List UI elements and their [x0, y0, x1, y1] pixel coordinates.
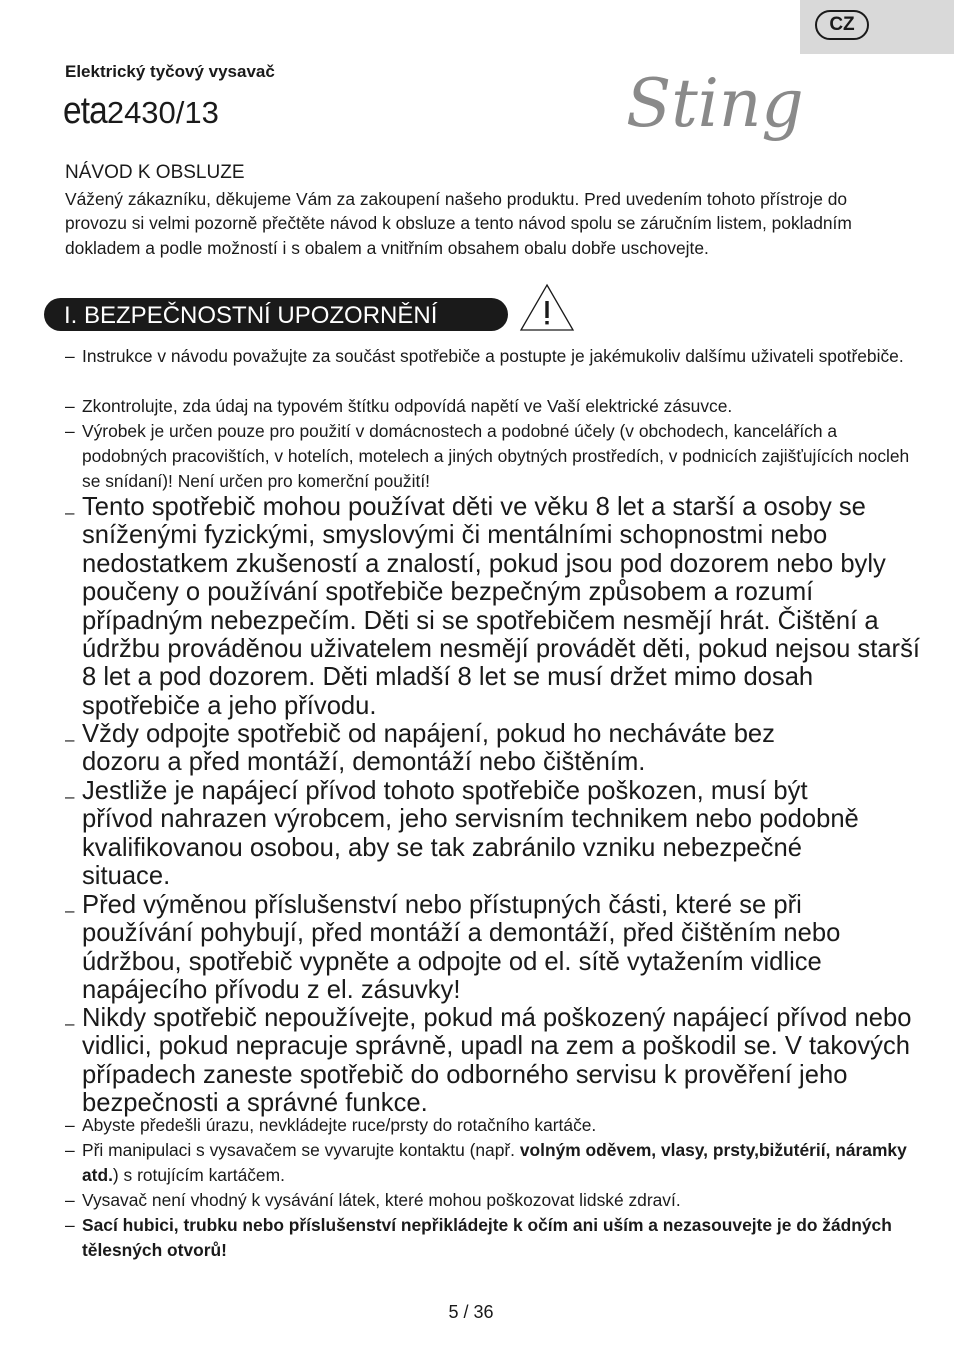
bullet-dash: –: [65, 901, 75, 920]
safety-item-text: Abyste předešli úrazu, nevkládejte ruce/prsty do rotačního kartáče.: [82, 1115, 597, 1135]
brand-name: eta: [63, 90, 107, 132]
language-tab: [800, 0, 954, 54]
bullet-dash: –: [65, 1140, 75, 1160]
language-badge: CZ: [815, 10, 869, 40]
bullet-dash: –: [65, 503, 75, 522]
bullet-dash: –: [65, 1115, 75, 1135]
safety-item-text: Vysavač není vhodný k vysávání látek, které mohou poškozovat lidské zdraví.: [82, 1190, 681, 1210]
bullet-dash: –: [65, 1190, 75, 1210]
safety-item: [65, 1113, 915, 1138]
safety-item: [65, 1004, 935, 1118]
safety-item: [65, 493, 925, 720]
intro-paragraph: Vážený zákazníku, děkujeme Vám za zakoupení našeho produktu. Pred uvedením tohoto přístroje do provozu si velmi pozorně přečtěte návod k obsluze a tento návod spolu se záručním listem, pokladním dokladem a podle možností i s obalem a vnitřním obsahem obalu dobře uschovejte.: [65, 189, 852, 258]
safety-item: [65, 344, 915, 369]
safety-item-text: [82, 1138, 915, 1188]
safety-item-text: Před výměnou příslušenství nebo přístupných části, které se při používání pohybují, před montáží a demontáží, před čištěním nebo údržbou, spotřebič vypněte a odpojte od el. sítě vytažením vidlice napájecího přívodu z el. zásuvky!: [82, 891, 841, 1005]
safety-item-text: Jestliže je napájecí přívod tohoto spotřebiče poškozen, musí být přívod nahrazen výrobcem, jeho servisním technikem nebo podobně kvalifikovanou osobou, aby se tak zabránilo vzniku nebezpečné situace.: [82, 777, 859, 891]
manual-title: NÁVOD K OBSLUZE: [65, 162, 245, 183]
safety-item: [65, 1138, 915, 1188]
safety-item-text: Výrobek je určen pouze pro použití v domácnostech a podobné účely (v obchodech, kancelářích a podobných pracovištích, v hotelích, motelech a jiných obytných prostředích, v podnicích zajišťujících nocleh se snídaní)! Není určen pro komerční použití!: [82, 421, 910, 491]
bullet-dash: –: [65, 1014, 75, 1033]
bullet-dash: –: [65, 396, 75, 416]
bullet-dash: –: [65, 1215, 75, 1235]
text-segment: ) s rotujícím kartáčem.: [112, 1164, 285, 1185]
text-segment: Při manipulaci s vysavačem se vyvarujte kontaktu (např.: [82, 1140, 520, 1160]
section-heading: I. BEZPEČNOSTNÍ UPOZORNĚNÍ: [44, 298, 508, 331]
warning-triangle-icon: [519, 283, 575, 333]
bullet-dash: –: [65, 730, 75, 749]
safety-item: [65, 891, 913, 1005]
sting-logo: [622, 62, 812, 162]
safety-item: [65, 394, 915, 419]
safety-item-text: [82, 1213, 915, 1263]
safety-item-text: Zkontrolujte, zda údaj na typovém štítku odpovídá napětí ve Vaší elektrické zásuvce.: [82, 396, 733, 416]
safety-item: [65, 720, 840, 777]
bullet-dash: –: [65, 787, 75, 806]
safety-item-text: Instrukce v návodu považujte za součást spotřebiče a postupte je jakémukoliv dalšímu uživateli spotřebiče.: [82, 346, 904, 366]
safety-item: [65, 419, 915, 493]
safety-item: [65, 777, 865, 891]
logo-text: Sting: [626, 65, 804, 142]
safety-item-text: Vždy odpojte spotřebič od napájení, pokud ho necháváte bez dozoru a před montáží, demontáží nebo čištěním.: [82, 720, 775, 777]
bold-segment: volným oděvem, vlasy, prsty,bižutérií, náramky atd.: [82, 1140, 907, 1185]
bullet-dash: –: [65, 346, 75, 366]
model-number: 2430/13: [106, 95, 219, 130]
bullet-dash: –: [65, 421, 75, 441]
safety-item: [65, 1213, 915, 1263]
safety-item-text: Nikdy spotřebič nepoužívejte, pokud má poškozený napájecí přívod nebo vidlici, pokud nepracuje správně, upadl na zem a poškodil se. V takových případech zaneste spotřebič do odborného servisu k prověření jeho bezpečnosti a správné funkce.: [82, 1004, 912, 1118]
safety-item: [65, 1188, 915, 1213]
safety-item-text: Tento spotřebič mohou používat děti ve věku 8 let a starší a osoby se sníženými fyzickými, smyslovými či mentálními schopnostmi nebo nedostatkem zkušeností a znalostí, pokud jsou pod dozorem nebo byly poučeny o používání spotřebiče bezpečným způsobem a rozumí případným nebezpečím. Děti si se spotřebičem nesmějí hrát. Čištění a údržbu prováděnou uživatelem nesmějí provádět děti, pokud nejsou starší 8 let a pod dozorem. Děti mladší 8 let se musí držet mimo dosah spotřebiče a jeho přívodu.: [82, 493, 920, 720]
product-type: Elektrický tyčový vysavač: [65, 62, 275, 81]
page-number: 5 / 36: [448, 1302, 494, 1322]
bold-segment: Sací hubici, trubku nebo příslušenství nepřikládejte k očím ani uším a nezasouvejte je do žádných tělesných otvorů!: [82, 1215, 892, 1260]
model-title: [63, 92, 219, 130]
